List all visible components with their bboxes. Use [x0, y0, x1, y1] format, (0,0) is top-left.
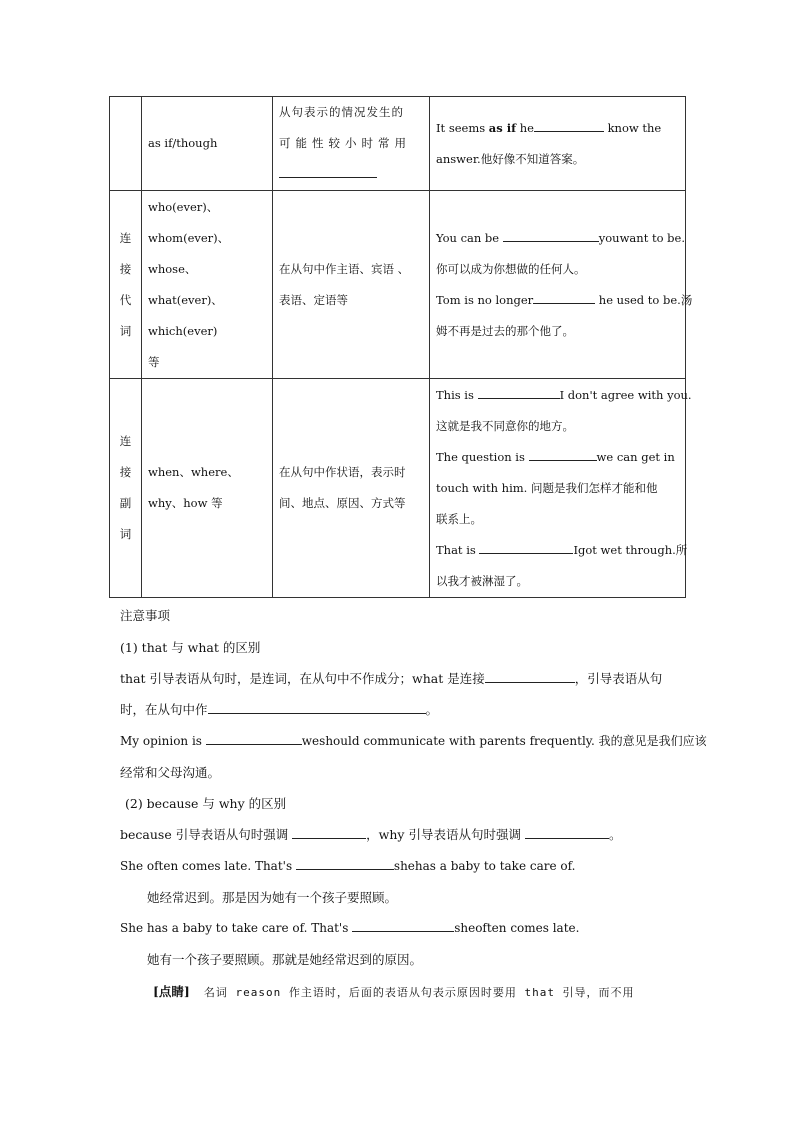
translation-line: 她经常迟到。那是因为她有一个孩子要照顾。 [147, 890, 398, 905]
example-line [436, 380, 692, 411]
notes-text: She has a baby to take care of. That's [120, 921, 353, 935]
notes-text: My opinion is [120, 734, 206, 748]
example-text: know the [603, 120, 662, 135]
example-text: he used to be.汤 [595, 292, 693, 307]
answer-blank[interactable] [503, 229, 599, 242]
answer-blank[interactable] [296, 857, 394, 870]
category-char: 接 [119, 261, 132, 276]
usage-cell [273, 97, 430, 191]
example-line: 姆不再是过去的那个他了。 [436, 323, 574, 338]
section-title: (2) because 与 why 的区别 [125, 796, 287, 811]
word-text: when、where、 [148, 465, 239, 479]
usage-cell [273, 191, 430, 379]
word-cell [142, 97, 273, 191]
word-text: whose、 [148, 261, 197, 276]
example-line [120, 732, 707, 749]
category-char: 代 [119, 292, 132, 307]
example-text: Igot wet through.所 [573, 542, 688, 557]
notes-text: sheoften comes late. [454, 921, 580, 935]
answer-blank[interactable] [529, 448, 597, 461]
example-text: You can be [436, 230, 503, 245]
section-title: (1) that 与 what 的区别 [120, 640, 261, 655]
answer-blank[interactable] [525, 826, 609, 839]
answer-blank[interactable] [478, 386, 560, 399]
example-line [120, 919, 579, 935]
example-line: 以我才被淋湿了。 [436, 573, 528, 588]
example-text: This is [436, 387, 478, 402]
category-char: 连 [119, 230, 132, 245]
notes-text: weshould communicate with parents frequently. 我的意见是我们应该 [301, 734, 707, 748]
category-char: 副 [119, 496, 132, 510]
answer-blank[interactable] [208, 701, 426, 714]
notes-text: ，why 引导表语从句时强调 [366, 827, 525, 842]
word-text: whom(ever)、 [148, 230, 230, 245]
notes-text: 时，在从句中作 [120, 702, 208, 717]
notes-heading: 注意事项 [120, 608, 171, 623]
answer-blank[interactable] [352, 919, 454, 932]
notes-text: ，引导表语从句 [574, 671, 663, 686]
usage-line: 表语、定语等 [279, 292, 348, 307]
example-line [436, 285, 693, 316]
answer-blank[interactable] [279, 165, 377, 178]
notes-text: 。 [425, 702, 439, 717]
category-cell [110, 379, 142, 598]
word-text: what(ever)、 [148, 292, 223, 307]
example-text: That is [436, 542, 480, 557]
category-char: 连 [119, 434, 132, 448]
usage-line: 从句表示的情况发生的 [279, 105, 404, 119]
notes-line [120, 825, 621, 843]
table-row [110, 191, 686, 379]
usage-blank-line[interactable] [279, 159, 423, 190]
example-text: youwant to be. [598, 230, 685, 245]
table-row [110, 97, 686, 191]
example-line: touch with him. 问题是我们怎样才能和他 [436, 480, 658, 495]
notes-text: that 引导表语从句时，是连词，在从句中不作成分；what 是连接 [120, 671, 485, 686]
example-line: 联系上。 [436, 511, 482, 526]
answer-blank[interactable] [533, 291, 595, 304]
usage-line: 在从句中作主语、宾语 、 [279, 261, 410, 276]
example-line [436, 442, 679, 473]
category-char: 词 [119, 323, 132, 338]
category-char: 词 [119, 527, 132, 541]
notes-text: shehas a baby to take care of. [393, 859, 576, 873]
category-char: 接 [119, 465, 132, 479]
answer-blank[interactable] [206, 732, 302, 745]
word-text: why、how 等 [148, 496, 223, 510]
answer-blank[interactable] [485, 670, 575, 683]
example-cell [430, 191, 693, 379]
table-row [110, 379, 686, 598]
example-cell [430, 97, 686, 191]
example-line: 这就是我不同意你的地方。 [436, 418, 574, 433]
answer-blank[interactable] [479, 541, 573, 554]
word-text: as if/though [148, 136, 218, 150]
word-text: who(ever)、 [148, 199, 219, 214]
usage-line: 可能性较小时常用 [279, 136, 411, 150]
notes-text: She often comes late. That's [120, 859, 296, 873]
notes-text: because 引导表语从句时强调 [120, 827, 293, 842]
example-text: It seems [436, 120, 489, 135]
example-text: Tom is no longer [436, 292, 534, 307]
example-text: I don't agree with you. [559, 387, 692, 402]
word-cell [142, 191, 273, 379]
tip-label: [点睛] [153, 984, 190, 999]
example-line [436, 113, 679, 144]
usage-line: 在从句中作状语，表示时 [279, 465, 406, 479]
example-line [436, 223, 685, 254]
translation-line: 她有一个孩子要照顾。那就是她经常迟到的原因。 [147, 952, 423, 967]
grammar-table [109, 96, 693, 598]
example-line: answer.他好像不知道答案。 [436, 151, 585, 166]
tip-text: 名词 reason 作主语时，后面的表语从句表示原因时要用 that 引导，而不用 [203, 986, 635, 999]
example-line [120, 857, 575, 873]
category-cell [110, 97, 142, 191]
example-text: he [516, 120, 534, 135]
notes-text: 。 [608, 827, 622, 842]
example-bold-text: as if [488, 120, 517, 135]
category-cell [110, 191, 142, 379]
usage-line: 间、地点、原因、方式等 [279, 496, 406, 510]
notes-line [120, 669, 662, 687]
answer-blank[interactable] [292, 826, 366, 839]
example-text: we can get in [596, 449, 675, 464]
example-line [436, 535, 688, 566]
example-line: 经常和父母沟通。 [120, 765, 221, 780]
word-text: 等 [148, 354, 160, 369]
example-cell [430, 379, 692, 598]
answer-blank[interactable] [534, 119, 604, 132]
tip-line [153, 982, 635, 1000]
word-text: which(ever) [148, 323, 218, 338]
notes-line [120, 700, 438, 718]
word-cell [142, 379, 273, 598]
example-text: The question is [436, 449, 529, 464]
example-line: 你可以成为你想做的任何人。 [436, 261, 586, 276]
usage-cell [273, 379, 430, 598]
